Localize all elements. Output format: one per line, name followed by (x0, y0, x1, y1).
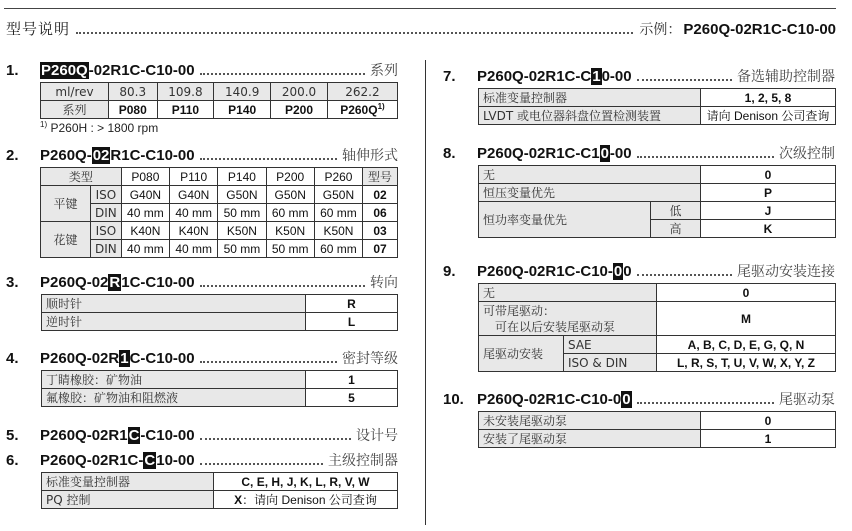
section-label: 设计号 (356, 428, 398, 444)
highlighted-segment: R (109, 274, 121, 291)
value-cell: 60 mm (266, 204, 314, 222)
section-design (6, 425, 398, 447)
model-code: P260Q-02R1C-C10-00 (41, 62, 195, 79)
code-cell: 5 (306, 389, 398, 407)
desc-cell: 氟橡胶：矿物油和阻燃液 (42, 389, 306, 407)
section-thru-drive (443, 261, 835, 372)
sub-cell: 高 (651, 220, 701, 238)
value-cell: K40N (121, 222, 169, 240)
desc-cell: PQ 控制 (42, 491, 214, 509)
header-cell: P140 (218, 168, 266, 186)
section-number: 6. (6, 452, 19, 469)
model-code: P260Q-02R1C-C10-00 (477, 263, 632, 280)
value-cell: K40N (170, 222, 218, 240)
header-cell: ml/rev (41, 83, 109, 101)
value-cell: G50N (218, 186, 266, 204)
section-number: 3. (6, 274, 19, 291)
value-cell: G40N (121, 186, 169, 204)
dot-leader (200, 430, 351, 440)
rotation-table (41, 294, 398, 331)
code-cell: 1, 2, 5, 8 (701, 89, 836, 107)
value-cell: 109.8 (157, 83, 214, 101)
page-title: 型号说明 (6, 20, 71, 38)
value-cell: 60 mm (314, 240, 362, 258)
seal-table (41, 370, 398, 407)
std-cell: DIN (91, 240, 122, 258)
header-cell: P200 (266, 168, 314, 186)
desc-cell: 恒压变量优先 (479, 184, 701, 202)
code-cell: 07 (363, 240, 398, 258)
dot-leader (637, 148, 774, 158)
code-cell: 03 (363, 222, 398, 240)
code-cell: $P260Q^{1)}$ (327, 101, 397, 119)
header-cell: P080 (121, 168, 169, 186)
section-rotation (6, 272, 398, 331)
code-cell: L (306, 313, 398, 331)
section-number: 10. (443, 391, 464, 408)
series-table (40, 82, 398, 119)
model-code: P260Q-02R1C-C10-00 (40, 147, 195, 164)
value-cell: 80.3 (109, 83, 158, 101)
dot-leader (637, 71, 732, 81)
code-cell: R (306, 295, 398, 313)
dot-leader (200, 150, 337, 160)
code-cell: 1 (306, 371, 398, 389)
desc-cell: 未安装尾驱动泵 (479, 412, 701, 430)
value-cell: G50N (266, 186, 314, 204)
shaft-table (40, 167, 398, 258)
code-cell: 06 (363, 204, 398, 222)
desc-cell: 恒功率变量优先 (479, 202, 651, 238)
std-cell: ISO (91, 222, 122, 240)
dot-leader (200, 455, 323, 465)
dot-leader (76, 24, 633, 34)
section-label: 密封等级 (342, 351, 398, 367)
example-code: P260Q-02R1C-C10-00 (683, 21, 836, 38)
code-cell: K (701, 220, 836, 238)
section-label: 轴伸形式 (342, 148, 398, 164)
section-aux-control (443, 66, 835, 125)
header-cell: 型号 (363, 168, 398, 186)
value-cell: 140.9 (214, 83, 271, 101)
desc-cell: 逆时针 (42, 313, 306, 331)
value-cell: 40 mm (170, 240, 218, 258)
highlighted-segment: 0 (600, 145, 609, 162)
section-series (6, 60, 398, 135)
section-shaft (6, 145, 398, 258)
highlighted-segment: C (128, 427, 140, 444)
desc-cell: 标准变量控制器 (42, 473, 214, 491)
dot-leader (637, 266, 732, 276)
section-label: 尾驱动安装连接 (737, 264, 835, 280)
std-cell: DIN (91, 204, 122, 222)
header-cell: P110 (170, 168, 218, 186)
value-cell: 50 mm (218, 240, 266, 258)
section-thru-pump (443, 389, 835, 448)
dot-leader (200, 65, 365, 75)
model-code: P260Q-02R1C-C10-00 (477, 145, 632, 162)
sub-cell: 低 (651, 202, 701, 220)
header-cell: P260 (314, 168, 362, 186)
section-number: 1. (6, 62, 19, 79)
value-cell: 60 mm (314, 204, 362, 222)
desc-cell: LVDT 或电位器斜盘位置检测装置 (479, 107, 701, 125)
section-label: 次级控制 (779, 146, 835, 162)
code-cell: 1 (701, 430, 836, 448)
value-cell: 262.2 (327, 83, 397, 101)
highlighted-segment: 1 (120, 350, 129, 367)
footnote: $^{1)}$ P260H : > 1800 rpm (40, 120, 159, 135)
highlighted-segment: 0 (613, 263, 623, 280)
value-cell: 40 mm (121, 240, 169, 258)
model-code: P260Q-02R1C-C10-00 (40, 350, 195, 367)
desc-cell: 顺时针 (42, 295, 306, 313)
value-cell: 50 mm (266, 240, 314, 258)
desc-cell: 无 (479, 166, 701, 184)
aux-control-table (478, 88, 836, 125)
section-label: 备选辅助控制器 (737, 69, 835, 85)
column-divider (425, 60, 426, 525)
desc-cell: 无 (479, 284, 657, 302)
code-cell: P200 (271, 101, 328, 119)
thru-pump-table (478, 411, 836, 448)
example-label: 示例： (639, 22, 682, 38)
value-cell: 40 mm (121, 204, 169, 222)
section-primary-control (6, 450, 398, 509)
dot-leader (200, 277, 365, 287)
code-cell: L, R, S, T, U, V, W, X, Y, Z (657, 354, 836, 372)
value-cell: 40 mm (170, 204, 218, 222)
code-cell: 0 (701, 166, 836, 184)
section-number: 9. (443, 263, 456, 280)
value-cell: G40N (170, 186, 218, 204)
code-cell: 0 (657, 284, 836, 302)
highlighted-segment: C (144, 452, 156, 469)
code-cell: P080 (109, 101, 158, 119)
desc-cell: 丁睛橡胶：矿物油 (42, 371, 306, 389)
code-cell: 02 (363, 186, 398, 204)
header-cell: 类型 (41, 168, 122, 186)
section-label: 尾驱动泵 (779, 392, 835, 408)
desc-cell: 尾驱动安装 (479, 336, 564, 372)
code-cell: P140 (214, 101, 271, 119)
group-cell: 花键 (41, 222, 91, 258)
secondary-control-table (478, 165, 836, 238)
value-cell: K50N (314, 222, 362, 240)
model-code: P260Q-02R1C-C10-00 (477, 68, 632, 85)
highlighted-segment: P260Q (41, 62, 88, 79)
code-cell: 0 (701, 412, 836, 430)
dot-leader (200, 353, 337, 363)
code-cell: P (701, 184, 836, 202)
model-code: P260Q-02R1C-C10-00 (40, 274, 195, 291)
value-cell: 200.0 (271, 83, 328, 101)
code-cell: J (701, 202, 836, 220)
code-cell: 请向 Denison 公司查询 (701, 107, 836, 125)
model-code: P260Q-02R1C-C10-00 (477, 391, 631, 408)
value-cell: 50 mm (218, 204, 266, 222)
thru-drive-table (478, 283, 836, 372)
model-code: P260Q-02R1C-C10-00 (40, 427, 195, 444)
section-number: 2. (6, 147, 19, 164)
primary-control-table (41, 472, 398, 509)
code-cell: P110 (157, 101, 214, 119)
code-cell: A, B, C, D, E, G, Q, N (657, 336, 836, 354)
highlighted-segment: 0 (622, 391, 631, 408)
section-label: 主级控制器 (328, 453, 398, 469)
highlighted-segment: 1 (592, 68, 601, 85)
section-number: 5. (6, 427, 19, 444)
section-label: 转向 (370, 275, 398, 291)
sub-cell: ISO & DIN (564, 354, 657, 372)
section-number: 4. (6, 350, 19, 367)
code-cell: M (657, 302, 836, 336)
page-header (6, 18, 836, 40)
model-code: P260Q-02R1C-C10-00 (40, 452, 195, 469)
value-cell: G50N (314, 186, 362, 204)
section-label: 系列 (370, 63, 398, 79)
desc-cell: 可带尾驱动： 可在以后安装尾驱动泵 (479, 302, 657, 336)
code-cell: C, E, H, J, K, L, R, V, W (214, 473, 398, 491)
header-cell: 系列 (41, 101, 109, 119)
section-number: 7. (443, 68, 456, 85)
section-number: 8. (443, 145, 456, 162)
desc-cell: 标准变量控制器 (479, 89, 701, 107)
value-cell: K50N (218, 222, 266, 240)
highlighted-segment: 02 (92, 147, 110, 164)
section-secondary-control (443, 143, 835, 238)
section-seal (6, 348, 398, 407)
dot-leader (637, 394, 774, 404)
value-cell: K50N (266, 222, 314, 240)
top-rule (4, 8, 836, 9)
sub-cell: SAE (564, 336, 657, 354)
code-cell: X：请向 Denison 公司查询 (214, 491, 398, 509)
desc-cell: 安装了尾驱动泵 (479, 430, 701, 448)
group-cell: 平键 (41, 186, 91, 222)
std-cell: ISO (91, 186, 122, 204)
